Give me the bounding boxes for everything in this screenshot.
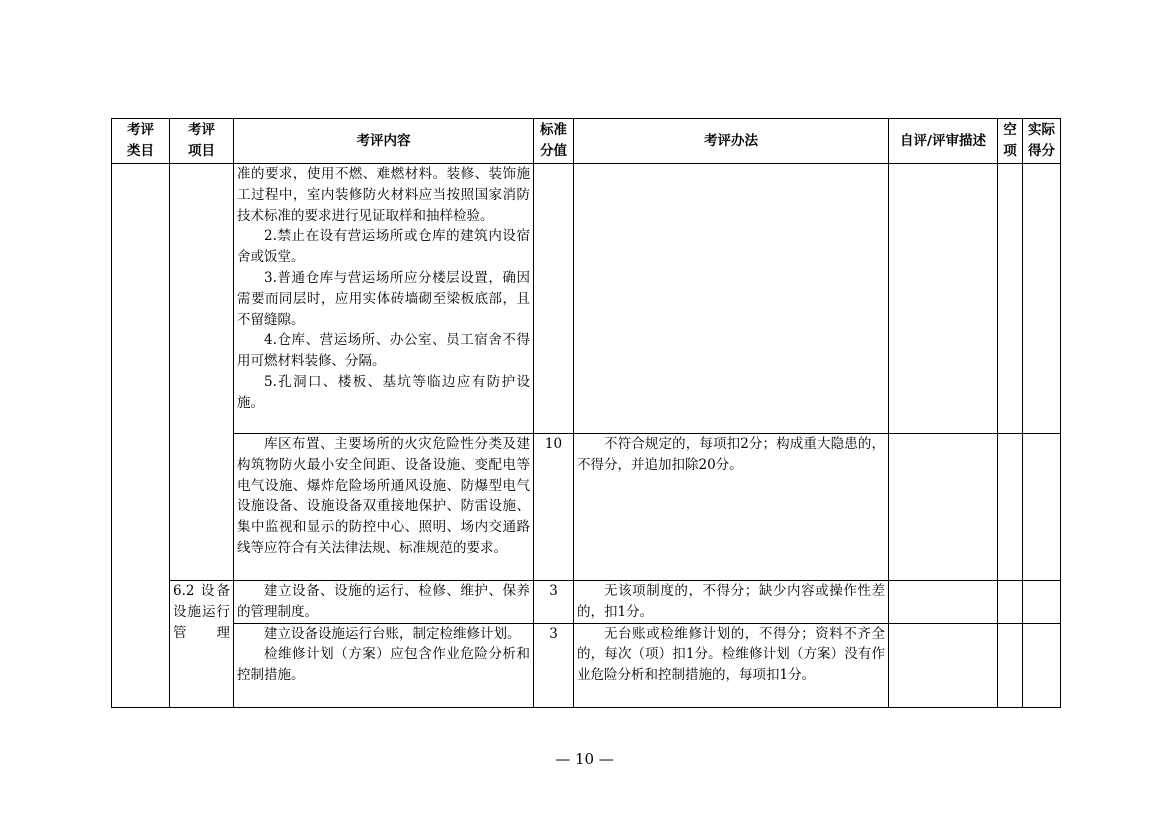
content-paragraph: 建立设备、设施的运行、检修、维护、保养的管理制度。	[237, 583, 530, 620]
content-paragraph: 检维修计划（方案）应包含作业危险分析和控制措施。	[237, 646, 530, 684]
content-paragraph: 4.仓库、营运场所、办公室、员工宿舍不得用可燃材料装修、分隔。	[237, 332, 530, 370]
header-actual: 实际得分	[1023, 119, 1061, 164]
content-cell	[234, 434, 534, 581]
content-paragraph: 建立设备设施运行台账，制定检维修计划。	[264, 625, 521, 642]
content-cell	[234, 581, 534, 624]
header-item: 考评项目	[170, 119, 234, 164]
actual-score-cell	[1023, 164, 1061, 434]
content-cell	[234, 623, 534, 707]
method-cell	[574, 164, 889, 434]
method-paragraph: 无台账或检维修计划的，不得分；资料不齐全的，每次（项）扣1分。检维修计划（方案）没有作业危险分析和控制措施的，每项扣1分。	[577, 625, 885, 684]
self-eval-cell	[889, 434, 998, 581]
self-eval-cell	[889, 581, 998, 624]
self-eval-cell	[889, 623, 998, 707]
table-row	[112, 434, 1061, 581]
blank-cell	[998, 623, 1023, 707]
page-number: — 10 —	[555, 750, 614, 768]
table-header-row	[112, 119, 1061, 164]
content-paragraph: 库区布置、主要场所的火灾危险性分类及建构筑物防火最小安全间距、设备设施、变配电等电气设施、爆炸危险场所通风设施、防爆型电气设施设备、设施设备双重接地保护、防雷设施、集中监视和显示的防控中心、照明、场内交通路线等应符合有关法律法规、标准规范的要求。	[237, 436, 530, 556]
method-cell	[574, 581, 889, 624]
evaluation-table	[111, 118, 1061, 708]
blank-cell	[998, 164, 1023, 434]
header-score: 标准分值	[534, 119, 574, 164]
method-paragraph: 不符合规定的，每项扣2分；构成重大隐患的，不得分，并追加扣除20分。	[577, 436, 885, 473]
header-blank: 空项	[998, 119, 1023, 164]
method-paragraph: 无该项制度的，不得分；缺少内容或操作性差的，扣1分。	[577, 583, 885, 620]
actual-score-cell	[1023, 623, 1061, 707]
content-paragraph: 5.孔洞口、楼板、基坑等临边应有防护设施。	[237, 373, 530, 411]
actual-score-cell	[1023, 434, 1061, 581]
header-category: 考评类目	[112, 119, 170, 164]
header-content: 考评内容	[234, 119, 534, 164]
method-cell	[574, 434, 889, 581]
header-method: 考评办法	[574, 119, 889, 164]
actual-score-cell	[1023, 581, 1061, 624]
score-cell	[534, 164, 574, 434]
self-eval-cell	[889, 164, 998, 434]
score-cell: 10	[534, 434, 574, 581]
table-row	[112, 581, 1061, 624]
table-row	[112, 164, 1061, 434]
blank-cell	[998, 434, 1023, 581]
content-cell	[234, 164, 534, 434]
content-paragraph: 准的要求，使用不燃、难燃材料。装修、装饰施工过程中，室内装修防火材料应当按照国家消防技术标准的要求进行见证取样和抽样检验。	[237, 166, 530, 224]
item-cell-empty	[170, 164, 234, 581]
content-paragraph: 2.禁止在设有营运场所或仓库的建筑内设宿舍或饭堂。	[237, 228, 530, 266]
score-cell: 3	[534, 623, 574, 707]
table-row	[112, 623, 1061, 707]
content-paragraph: 3.普通仓库与营运场所应分楼层设置，确因需要而同层时，应用实体砖墙砌至梁板底部，且不留缝隙。	[237, 269, 530, 328]
blank-cell	[998, 581, 1023, 624]
category-cell	[112, 164, 170, 708]
header-self-eval: 自评/评审描述	[889, 119, 998, 164]
method-cell	[574, 623, 889, 707]
item-cell: 6.2 设备设施运行管理	[170, 581, 234, 708]
score-cell: 3	[534, 581, 574, 624]
